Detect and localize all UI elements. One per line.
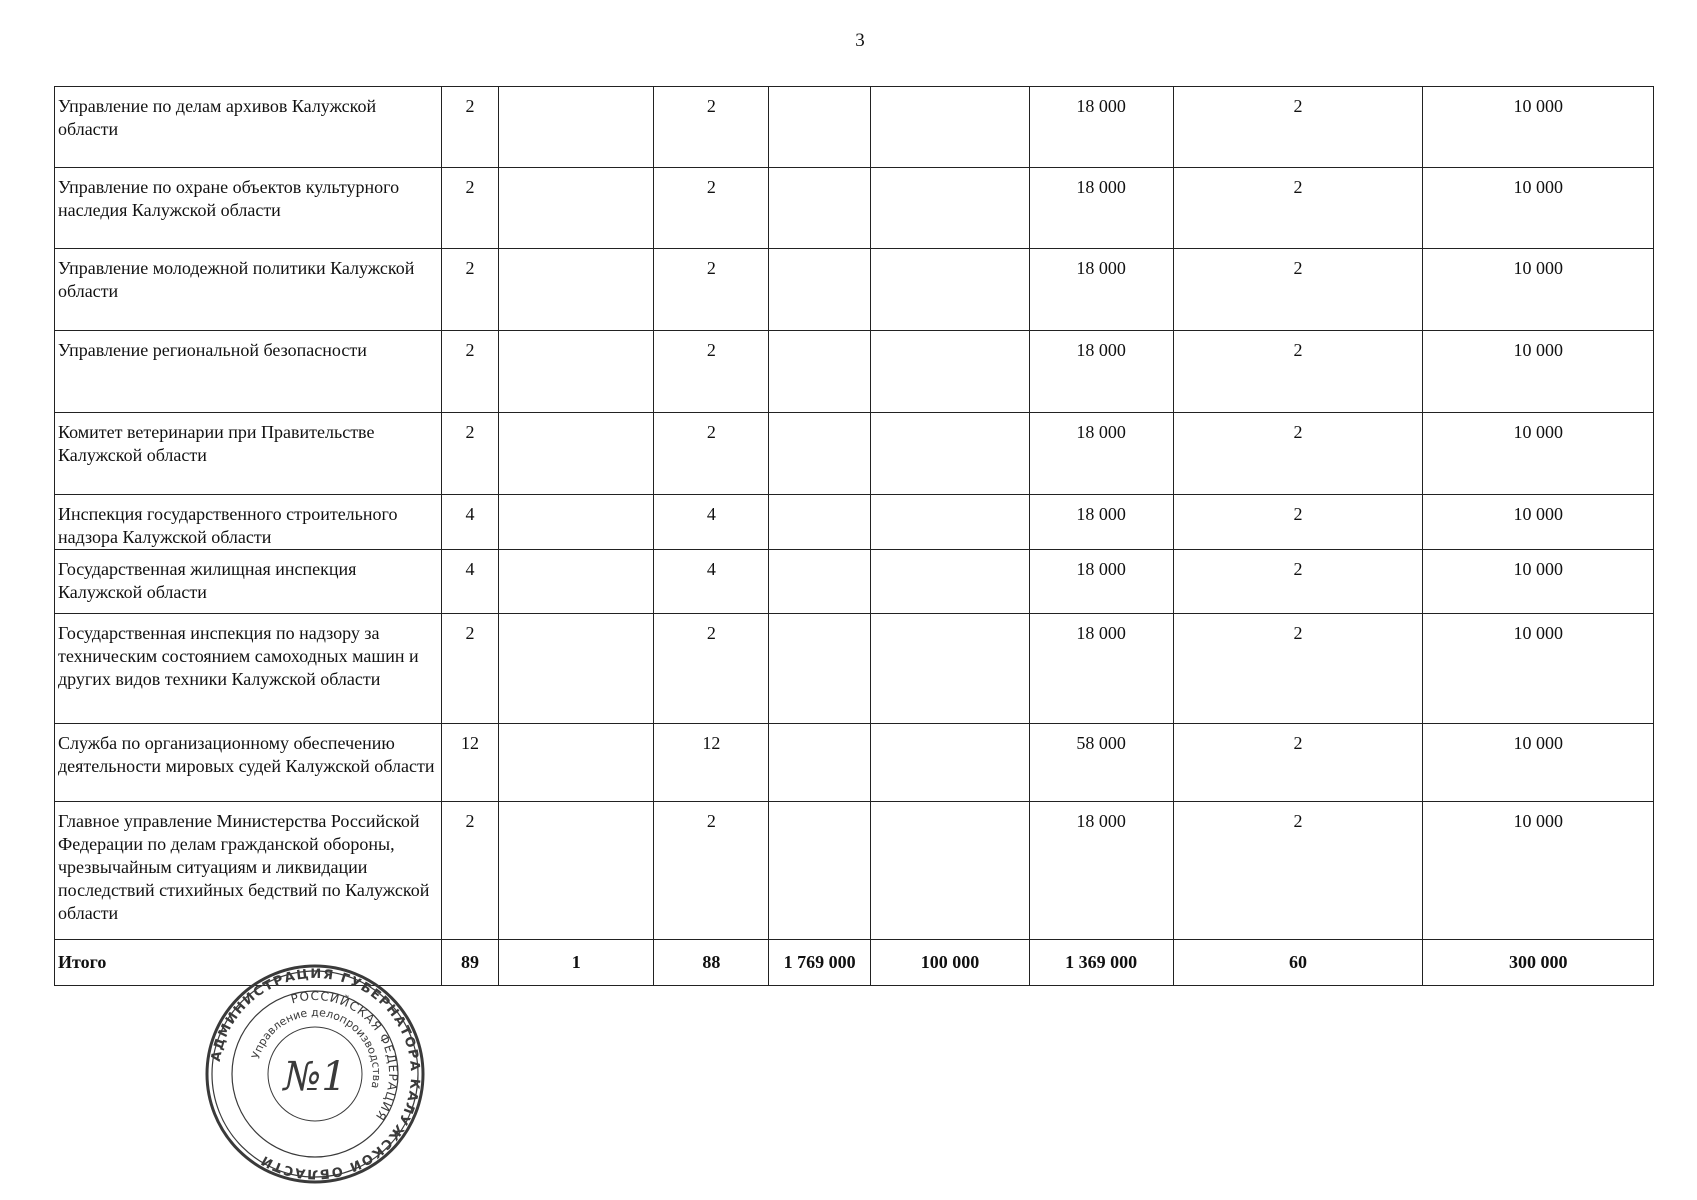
row-value-c4	[769, 249, 871, 331]
seal-inner-text: Управление делопроизводства	[249, 1005, 384, 1090]
row-value-c4	[769, 724, 871, 802]
row-value-c5	[871, 249, 1030, 331]
table-row	[55, 249, 1654, 331]
row-value-c3: 4	[654, 495, 769, 550]
total-value-c1: 89	[442, 940, 499, 986]
table-row	[55, 550, 1654, 614]
row-organization-name: Государственная жилищная инспекция Калужской области	[55, 550, 442, 614]
seal-number: №1	[283, 1054, 347, 1100]
row-organization-name: Главное управление Министерства Российской Федерации по делам гражданской обороны, чрезвычайным ситуациям и ликвидации последствий стихийных бедствий по Калужской области	[55, 802, 442, 940]
row-value-c4	[769, 802, 871, 940]
row-value-c4	[769, 550, 871, 614]
row-value-c2	[498, 249, 654, 331]
row-value-c7: 2	[1173, 614, 1423, 724]
row-value-c2	[498, 331, 654, 413]
row-value-c6: 18 000	[1029, 168, 1173, 249]
row-value-c1: 4	[442, 495, 499, 550]
row-value-c8: 10 000	[1423, 87, 1654, 168]
row-value-c1: 2	[442, 614, 499, 724]
row-value-c6: 18 000	[1029, 87, 1173, 168]
row-value-c2	[498, 87, 654, 168]
row-value-c3: 2	[654, 168, 769, 249]
page-number: 3	[855, 30, 865, 51]
total-label: Итого	[55, 940, 442, 986]
row-value-c7: 2	[1173, 249, 1423, 331]
table-row	[55, 802, 1654, 940]
row-value-c8: 10 000	[1423, 413, 1654, 495]
row-value-c3: 12	[654, 724, 769, 802]
row-value-c7: 2	[1173, 495, 1423, 550]
row-value-c6: 18 000	[1029, 331, 1173, 413]
row-value-c2	[498, 168, 654, 249]
table-body	[55, 87, 1654, 986]
row-value-c5	[871, 168, 1030, 249]
official-seal	[203, 962, 427, 1186]
row-value-c6: 18 000	[1029, 550, 1173, 614]
total-value-c3: 88	[654, 940, 769, 986]
row-value-c2	[498, 614, 654, 724]
row-value-c3: 2	[654, 331, 769, 413]
table-row	[55, 168, 1654, 249]
row-value-c4	[769, 331, 871, 413]
table-row	[55, 413, 1654, 495]
row-value-c7: 2	[1173, 331, 1423, 413]
row-organization-name: Служба по организационному обеспечению деятельности мировых судей Калужской области	[55, 724, 442, 802]
row-value-c8: 10 000	[1423, 550, 1654, 614]
row-value-c2	[498, 724, 654, 802]
row-value-c2	[498, 550, 654, 614]
row-value-c4	[769, 614, 871, 724]
row-value-c8: 10 000	[1423, 614, 1654, 724]
row-value-c4	[769, 168, 871, 249]
row-value-c8: 10 000	[1423, 495, 1654, 550]
row-value-c6: 18 000	[1029, 614, 1173, 724]
row-value-c5	[871, 413, 1030, 495]
row-value-c1: 12	[442, 724, 499, 802]
allocation-table	[54, 86, 1654, 986]
row-organization-name: Управление региональной безопасности	[55, 331, 442, 413]
row-value-c7: 2	[1173, 87, 1423, 168]
row-value-c2	[498, 495, 654, 550]
row-value-c7: 2	[1173, 413, 1423, 495]
row-value-c5	[871, 550, 1030, 614]
row-value-c1: 2	[442, 331, 499, 413]
row-value-c8: 10 000	[1423, 724, 1654, 802]
total-value-c5: 100 000	[871, 940, 1030, 986]
total-value-c2: 1	[498, 940, 654, 986]
row-value-c5	[871, 724, 1030, 802]
row-value-c1: 2	[442, 168, 499, 249]
row-value-c5	[871, 331, 1030, 413]
row-value-c4	[769, 495, 871, 550]
row-organization-name: Управление по делам архивов Калужской области	[55, 87, 442, 168]
row-organization-name: Комитет ветеринарии при Правительстве Калужской области	[55, 413, 442, 495]
table-row	[55, 724, 1654, 802]
row-value-c5	[871, 614, 1030, 724]
row-value-c3: 4	[654, 550, 769, 614]
row-value-c4	[769, 413, 871, 495]
row-value-c7: 2	[1173, 550, 1423, 614]
table-row	[55, 331, 1654, 413]
table-row	[55, 87, 1654, 168]
row-value-c1: 2	[442, 87, 499, 168]
row-value-c3: 2	[654, 413, 769, 495]
row-value-c6: 58 000	[1029, 724, 1173, 802]
row-value-c7: 2	[1173, 802, 1423, 940]
row-value-c8: 10 000	[1423, 168, 1654, 249]
row-value-c7: 2	[1173, 724, 1423, 802]
row-value-c6: 18 000	[1029, 802, 1173, 940]
row-value-c1: 2	[442, 413, 499, 495]
row-value-c2	[498, 802, 654, 940]
seal-outer-text: АДМИНИСТРАЦИЯ ГУБЕРНАТОРА КАЛУЖСКОЙ ОБЛАСТИ	[208, 966, 423, 1182]
row-value-c3: 2	[654, 614, 769, 724]
total-value-c4: 1 769 000	[769, 940, 871, 986]
row-value-c1: 2	[442, 249, 499, 331]
row-value-c3: 2	[654, 802, 769, 940]
row-value-c4	[769, 87, 871, 168]
seal-top-text: РОССИЙСКАЯ ФЕДЕРАЦИЯ	[289, 988, 401, 1124]
total-value-c8: 300 000	[1423, 940, 1654, 986]
row-organization-name: Государственная инспекция по надзору за техническим состоянием самоходных машин и других видов техники Калужской области	[55, 614, 442, 724]
row-value-c8: 10 000	[1423, 802, 1654, 940]
row-value-c2	[498, 413, 654, 495]
row-value-c3: 2	[654, 249, 769, 331]
row-value-c6: 18 000	[1029, 249, 1173, 331]
row-value-c7: 2	[1173, 168, 1423, 249]
table-row	[55, 495, 1654, 550]
row-organization-name: Управление молодежной политики Калужской области	[55, 249, 442, 331]
row-organization-name: Управление по охране объектов культурного наследия Калужской области	[55, 168, 442, 249]
row-organization-name: Инспекция государственного строительного надзора Калужской области	[55, 495, 442, 550]
row-value-c6: 18 000	[1029, 413, 1173, 495]
total-value-c7: 60	[1173, 940, 1423, 986]
row-value-c5	[871, 802, 1030, 940]
row-value-c1: 2	[442, 802, 499, 940]
row-value-c5	[871, 87, 1030, 168]
row-value-c8: 10 000	[1423, 249, 1654, 331]
row-value-c8: 10 000	[1423, 331, 1654, 413]
total-value-c6: 1 369 000	[1029, 940, 1173, 986]
row-value-c6: 18 000	[1029, 495, 1173, 550]
row-value-c5	[871, 495, 1030, 550]
row-value-c3: 2	[654, 87, 769, 168]
row-value-c1: 4	[442, 550, 499, 614]
table-row	[55, 614, 1654, 724]
